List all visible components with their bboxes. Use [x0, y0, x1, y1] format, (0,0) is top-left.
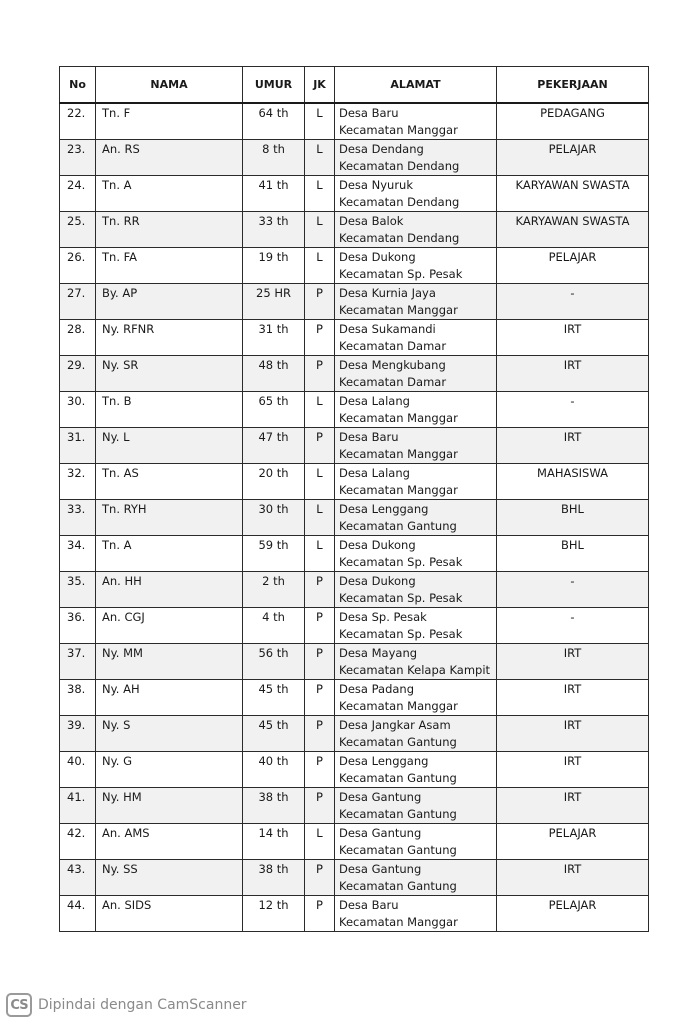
row-jk: L [305, 500, 335, 536]
row-pekerjaan: BHL [497, 500, 649, 536]
table-row [60, 176, 649, 212]
patient-table [59, 66, 649, 932]
table-row [60, 716, 649, 752]
row-pekerjaan: IRT [497, 788, 649, 824]
header-alamat: ALAMAT [335, 67, 497, 104]
alamat-desa: Desa Dukong [339, 574, 416, 588]
alamat-kecamatan: Kecamatan Gantung [339, 879, 457, 893]
row-nama: Ny. SS [96, 860, 243, 896]
row-umur: 30 th [243, 500, 305, 536]
row-alamat [335, 572, 497, 608]
row-umur: 59 th [243, 536, 305, 572]
table-row [60, 428, 649, 464]
row-pekerjaan: IRT [497, 644, 649, 680]
alamat-kecamatan: Kecamatan Sp. Pesak [339, 555, 463, 569]
row-jk: P [305, 788, 335, 824]
row-nama: Ny. S [96, 716, 243, 752]
alamat-kecamatan: Kecamatan Manggar [339, 411, 458, 425]
row-pekerjaan: IRT [497, 860, 649, 896]
alamat-kecamatan: Kecamatan Sp. Pesak [339, 627, 463, 641]
alamat-desa: Desa Mengkubang [339, 358, 446, 372]
row-nama: An. RS [96, 140, 243, 176]
alamat-desa: Desa Lenggang [339, 754, 429, 768]
alamat-kecamatan: Kecamatan Damar [339, 339, 447, 353]
row-no: 34. [60, 536, 96, 572]
watermark-text: Dipindai dengan CamScanner [38, 997, 247, 1013]
alamat-kecamatan: Kecamatan Dendang [339, 231, 460, 245]
row-jk: L [305, 248, 335, 284]
row-pekerjaan: KARYAWAN SWASTA [497, 176, 649, 212]
row-pekerjaan: - [497, 572, 649, 608]
table-row [60, 464, 649, 500]
row-no: 41. [60, 788, 96, 824]
alamat-desa: Desa Baru [339, 430, 399, 444]
alamat-desa: Desa Dendang [339, 142, 424, 156]
alamat-desa: Desa Sukamandi [339, 322, 436, 336]
row-alamat [335, 176, 497, 212]
camscanner-logo: CS [6, 993, 32, 1017]
row-pekerjaan: KARYAWAN SWASTA [497, 212, 649, 248]
alamat-kecamatan: Kecamatan Kelapa Kampit [339, 663, 491, 677]
row-jk: L [305, 176, 335, 212]
row-pekerjaan: PELAJAR [497, 140, 649, 176]
row-pekerjaan: MAHASISWA [497, 464, 649, 500]
row-jk: L [305, 536, 335, 572]
row-nama: An. CGJ [96, 608, 243, 644]
table-row [60, 752, 649, 788]
alamat-desa: Desa Sp. Pesak [339, 610, 427, 624]
row-pekerjaan: - [497, 284, 649, 320]
header-nama: NAMA [96, 67, 243, 104]
row-nama: Tn. A [96, 536, 243, 572]
row-no: 24. [60, 176, 96, 212]
row-pekerjaan: PEDAGANG [497, 103, 649, 140]
row-umur: 25 HR [243, 284, 305, 320]
row-umur: 41 th [243, 176, 305, 212]
row-alamat [335, 896, 497, 932]
alamat-desa: Desa Padang [339, 682, 415, 696]
row-alamat [335, 500, 497, 536]
row-nama: Tn. RYH [96, 500, 243, 536]
table-row [60, 103, 649, 140]
row-alamat [335, 824, 497, 860]
row-no: 40. [60, 752, 96, 788]
table-row [60, 608, 649, 644]
row-jk: P [305, 608, 335, 644]
row-pekerjaan: PELAJAR [497, 896, 649, 932]
row-no: 37. [60, 644, 96, 680]
row-jk: P [305, 320, 335, 356]
table-row [60, 680, 649, 716]
alamat-kecamatan: Kecamatan Gantung [339, 519, 457, 533]
alamat-desa: Desa Gantung [339, 826, 422, 840]
table-row [60, 356, 649, 392]
table-row [60, 212, 649, 248]
row-nama: Tn. A [96, 176, 243, 212]
row-pekerjaan: PELAJAR [497, 248, 649, 284]
table-row [60, 536, 649, 572]
row-nama: Tn. F [96, 103, 243, 140]
row-nama: An. SIDS [96, 896, 243, 932]
table-body [60, 103, 649, 932]
row-nama: Ny. AH [96, 680, 243, 716]
row-umur: 40 th [243, 752, 305, 788]
alamat-desa: Desa Baru [339, 898, 399, 912]
row-jk: P [305, 572, 335, 608]
table-row [60, 896, 649, 932]
row-umur: 14 th [243, 824, 305, 860]
row-pekerjaan: IRT [497, 320, 649, 356]
alamat-desa: Desa Kurnia Jaya [339, 286, 436, 300]
alamat-kecamatan: Kecamatan Gantung [339, 735, 457, 749]
row-jk: L [305, 212, 335, 248]
table-row [60, 140, 649, 176]
row-no: 43. [60, 860, 96, 896]
alamat-desa: Desa Lenggang [339, 502, 429, 516]
patient-table-container [59, 66, 648, 932]
row-alamat [335, 644, 497, 680]
row-no: 22. [60, 103, 96, 140]
table-row [60, 644, 649, 680]
header-no: No [60, 67, 96, 104]
row-alamat [335, 680, 497, 716]
alamat-kecamatan: Kecamatan Manggar [339, 303, 458, 317]
row-nama: By. AP [96, 284, 243, 320]
row-pekerjaan: IRT [497, 428, 649, 464]
table-row [60, 824, 649, 860]
row-umur: 12 th [243, 896, 305, 932]
alamat-kecamatan: Kecamatan Dendang [339, 159, 460, 173]
table-row [60, 500, 649, 536]
alamat-desa: Desa Lalang [339, 394, 410, 408]
alamat-desa: Desa Dukong [339, 250, 416, 264]
row-alamat [335, 752, 497, 788]
header-pekerjaan: PEKERJAAN [497, 67, 649, 104]
row-no: 39. [60, 716, 96, 752]
row-alamat [335, 536, 497, 572]
row-jk: P [305, 356, 335, 392]
table-row [60, 572, 649, 608]
table-row [60, 320, 649, 356]
alamat-kecamatan: Kecamatan Gantung [339, 807, 457, 821]
table-row [60, 284, 649, 320]
row-nama: Tn. B [96, 392, 243, 428]
row-jk: P [305, 860, 335, 896]
alamat-kecamatan: Kecamatan Dendang [339, 195, 460, 209]
row-no: 27. [60, 284, 96, 320]
row-umur: 65 th [243, 392, 305, 428]
row-no: 44. [60, 896, 96, 932]
alamat-kecamatan: Kecamatan Manggar [339, 483, 458, 497]
alamat-desa: Desa Mayang [339, 646, 418, 660]
row-umur: 45 th [243, 680, 305, 716]
row-nama: Ny. MM [96, 644, 243, 680]
alamat-kecamatan: Kecamatan Gantung [339, 771, 457, 785]
row-alamat [335, 428, 497, 464]
row-umur: 45 th [243, 716, 305, 752]
row-no: 23. [60, 140, 96, 176]
row-jk: P [305, 752, 335, 788]
row-umur: 33 th [243, 212, 305, 248]
row-pekerjaan: IRT [497, 716, 649, 752]
row-no: 25. [60, 212, 96, 248]
row-umur: 64 th [243, 103, 305, 140]
alamat-desa: Desa Jangkar Asam [339, 718, 451, 732]
row-jk: P [305, 716, 335, 752]
row-nama: Ny. RFNR [96, 320, 243, 356]
row-no: 33. [60, 500, 96, 536]
row-pekerjaan: IRT [497, 356, 649, 392]
alamat-desa: Desa Balok [339, 214, 404, 228]
row-umur: 56 th [243, 644, 305, 680]
row-umur: 38 th [243, 788, 305, 824]
alamat-kecamatan: Kecamatan Sp. Pesak [339, 267, 463, 281]
row-umur: 20 th [243, 464, 305, 500]
row-umur: 4 th [243, 608, 305, 644]
row-no: 42. [60, 824, 96, 860]
row-jk: P [305, 428, 335, 464]
row-pekerjaan: - [497, 608, 649, 644]
row-umur: 19 th [243, 248, 305, 284]
header-jk: JK [305, 67, 335, 104]
row-alamat [335, 248, 497, 284]
row-jk: L [305, 392, 335, 428]
row-alamat [335, 716, 497, 752]
row-pekerjaan: - [497, 392, 649, 428]
header-umur: UMUR [243, 67, 305, 104]
row-pekerjaan: PELAJAR [497, 824, 649, 860]
row-no: 36. [60, 608, 96, 644]
alamat-kecamatan: Kecamatan Manggar [339, 447, 458, 461]
row-alamat [335, 103, 497, 140]
row-alamat [335, 608, 497, 644]
row-nama: Ny. SR [96, 356, 243, 392]
camscanner-watermark [6, 991, 247, 1019]
alamat-kecamatan: Kecamatan Damar [339, 375, 447, 389]
row-nama: Ny. G [96, 752, 243, 788]
table-header [60, 67, 649, 104]
row-umur: 47 th [243, 428, 305, 464]
alamat-kecamatan: Kecamatan Sp. Pesak [339, 591, 463, 605]
row-alamat [335, 140, 497, 176]
row-no: 31. [60, 428, 96, 464]
row-nama: Ny. L [96, 428, 243, 464]
table-row [60, 860, 649, 896]
row-no: 30. [60, 392, 96, 428]
row-no: 29. [60, 356, 96, 392]
row-umur: 38 th [243, 860, 305, 896]
row-umur: 8 th [243, 140, 305, 176]
row-no: 32. [60, 464, 96, 500]
row-jk: P [305, 284, 335, 320]
table-header-row [60, 67, 649, 104]
row-nama: Tn. RR [96, 212, 243, 248]
row-umur: 31 th [243, 320, 305, 356]
row-jk: L [305, 103, 335, 140]
row-jk: L [305, 140, 335, 176]
row-pekerjaan: IRT [497, 680, 649, 716]
alamat-kecamatan: Kecamatan Manggar [339, 915, 458, 929]
row-jk: L [305, 824, 335, 860]
row-alamat [335, 464, 497, 500]
row-nama: Tn. FA [96, 248, 243, 284]
row-jk: P [305, 680, 335, 716]
row-alamat [335, 860, 497, 896]
row-alamat [335, 284, 497, 320]
row-nama: Ny. HM [96, 788, 243, 824]
alamat-kecamatan: Kecamatan Gantung [339, 843, 457, 857]
alamat-kecamatan: Kecamatan Manggar [339, 123, 458, 137]
row-jk: P [305, 644, 335, 680]
row-alamat [335, 356, 497, 392]
row-no: 26. [60, 248, 96, 284]
alamat-desa: Desa Nyuruk [339, 178, 413, 192]
table-row [60, 248, 649, 284]
row-pekerjaan: IRT [497, 752, 649, 788]
row-jk: P [305, 896, 335, 932]
alamat-desa: Desa Dukong [339, 538, 416, 552]
row-alamat [335, 392, 497, 428]
row-nama: Tn. AS [96, 464, 243, 500]
alamat-desa: Desa Gantung [339, 790, 422, 804]
alamat-kecamatan: Kecamatan Manggar [339, 699, 458, 713]
row-no: 35. [60, 572, 96, 608]
row-nama: An. AMS [96, 824, 243, 860]
table-row [60, 788, 649, 824]
row-alamat [335, 320, 497, 356]
row-alamat [335, 788, 497, 824]
row-no: 28. [60, 320, 96, 356]
alamat-desa: Desa Gantung [339, 862, 422, 876]
table-row [60, 392, 649, 428]
row-jk: L [305, 464, 335, 500]
row-nama: An. HH [96, 572, 243, 608]
alamat-desa: Desa Lalang [339, 466, 410, 480]
row-pekerjaan: BHL [497, 536, 649, 572]
alamat-desa: Desa Baru [339, 106, 399, 120]
row-no: 38. [60, 680, 96, 716]
row-umur: 2 th [243, 572, 305, 608]
row-alamat [335, 212, 497, 248]
row-umur: 48 th [243, 356, 305, 392]
